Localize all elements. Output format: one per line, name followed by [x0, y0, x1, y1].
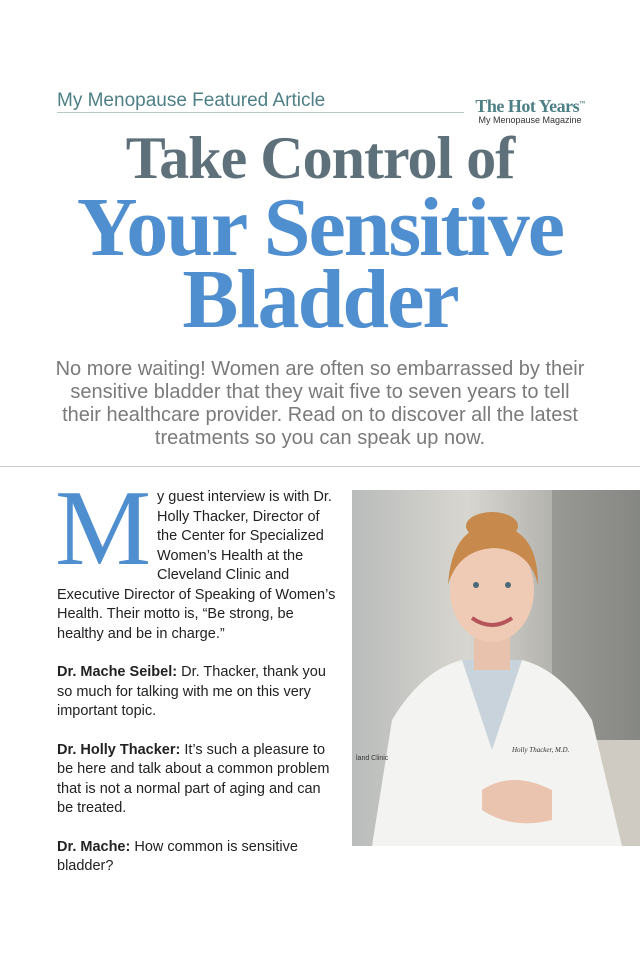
brand-subtitle: My Menopause Magazine	[478, 115, 582, 125]
section-kicker: My Menopause Featured Article	[57, 90, 326, 111]
title-line-2: Your Sensitive	[76, 181, 564, 274]
speaker: Dr. Mache Seibel:	[57, 664, 178, 680]
dek-line: sensitive bladder that they wait five to seven years to tell	[70, 381, 570, 403]
kicker-rule	[57, 112, 464, 113]
magazine-logo	[470, 96, 590, 125]
qa-paragraph	[57, 838, 337, 877]
qa-paragraph	[57, 663, 337, 722]
coat-name-text: Holly Thacker, M.D.	[512, 746, 570, 754]
qa-text: Dr. Thacker, thank you so much for talking with me on this very important topic.	[57, 664, 326, 719]
dek-line: treatments so you can speak up now.	[154, 427, 486, 449]
coat-clinic-text: land Clinic	[356, 755, 389, 762]
brand-name: The Hot Years	[475, 96, 580, 116]
speaker: Dr. Mache:	[57, 838, 131, 855]
article-body	[55, 469, 337, 896]
title-line-1: Take Control of	[125, 125, 515, 191]
qa-paragraph	[57, 741, 337, 819]
title-line-3: Bladder	[182, 253, 458, 346]
dek-line: No more waiting! Women are often so embarrassed by their	[55, 358, 585, 380]
speaker: Dr. Holly Thacker:	[57, 741, 181, 758]
intro-text: y guest interview is with Dr. Holly Thacker, Director of the Center for Specialized Women’s Health at the Cleveland Clinic and Executive Director of Speaking of Women’s Health. Their motto is, “Be strong, be healthy and be in charge.”	[57, 489, 336, 642]
trademark: ™	[579, 101, 585, 107]
article-dek	[30, 358, 610, 450]
qa-text: How common is sensitive bladder?	[57, 838, 298, 874]
section-divider	[0, 466, 640, 467]
intro-paragraph	[55, 469, 337, 644]
qa-text: It’s such a pleasure to be here and talk about a common problem that is not a normal part of aging and can be treated.	[57, 741, 330, 816]
drop-cap: M	[55, 469, 152, 588]
dek-line: their healthcare provider. Read on to discover all the latest	[62, 404, 578, 426]
doctor-photo	[352, 490, 640, 846]
